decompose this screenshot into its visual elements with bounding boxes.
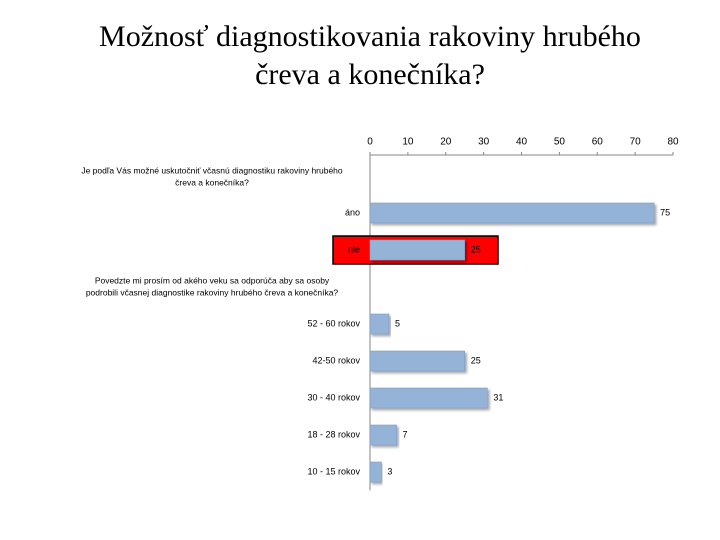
bar	[370, 203, 654, 223]
x-tick-label: 60	[591, 136, 603, 148]
question-label: čreva a konečníka?	[175, 177, 249, 188]
category-label: 10 - 15 rokov	[307, 466, 360, 477]
data-label: 5	[394, 318, 400, 329]
data-label: 75	[660, 207, 671, 218]
bar	[370, 388, 487, 408]
question-label: Povedzte mi prosím od akého veku sa odporúča aby sa osoby	[94, 275, 330, 286]
x-tick-label: 40	[515, 136, 528, 148]
x-tick-label: 50	[553, 136, 565, 148]
data-label: 3	[387, 466, 393, 477]
category-label: nie	[347, 244, 360, 255]
data-label: 31	[493, 392, 504, 403]
x-tick-label: 0	[367, 136, 373, 148]
data-label: 25	[470, 355, 481, 366]
bar	[370, 240, 465, 260]
data-label: 7	[402, 429, 408, 440]
category-label: 18 - 28 rokov	[307, 429, 360, 440]
x-tick-label: 30	[478, 136, 490, 148]
bar	[370, 462, 381, 482]
category-label: 42-50 rokov	[312, 355, 360, 366]
bar	[370, 425, 397, 445]
bar	[370, 314, 389, 334]
x-tick-label: 10	[402, 136, 414, 148]
data-label: 25	[470, 244, 481, 255]
x-tick-label: 80	[667, 136, 679, 148]
category-label: 30 - 40 rokov	[307, 392, 360, 403]
slide-title-line-2: čreva a konečníka?	[255, 58, 485, 91]
question-label: podrobili včasnej diagnostike rakoviny hrubého čreva a konečníka?	[85, 287, 339, 298]
bar	[370, 351, 465, 371]
category-label: áno	[344, 207, 360, 218]
category-label: 52 - 60 rokov	[307, 318, 360, 329]
slide-title-line-1: Možnosť diagnostikovania rakoviny hrubého	[99, 20, 641, 53]
x-tick-label: 70	[629, 136, 641, 148]
question-label: Je podľa Vás možné uskutočniť včasnú diagnostiku rakoviny hrubého	[81, 165, 343, 176]
x-tick-label: 20	[440, 136, 452, 148]
